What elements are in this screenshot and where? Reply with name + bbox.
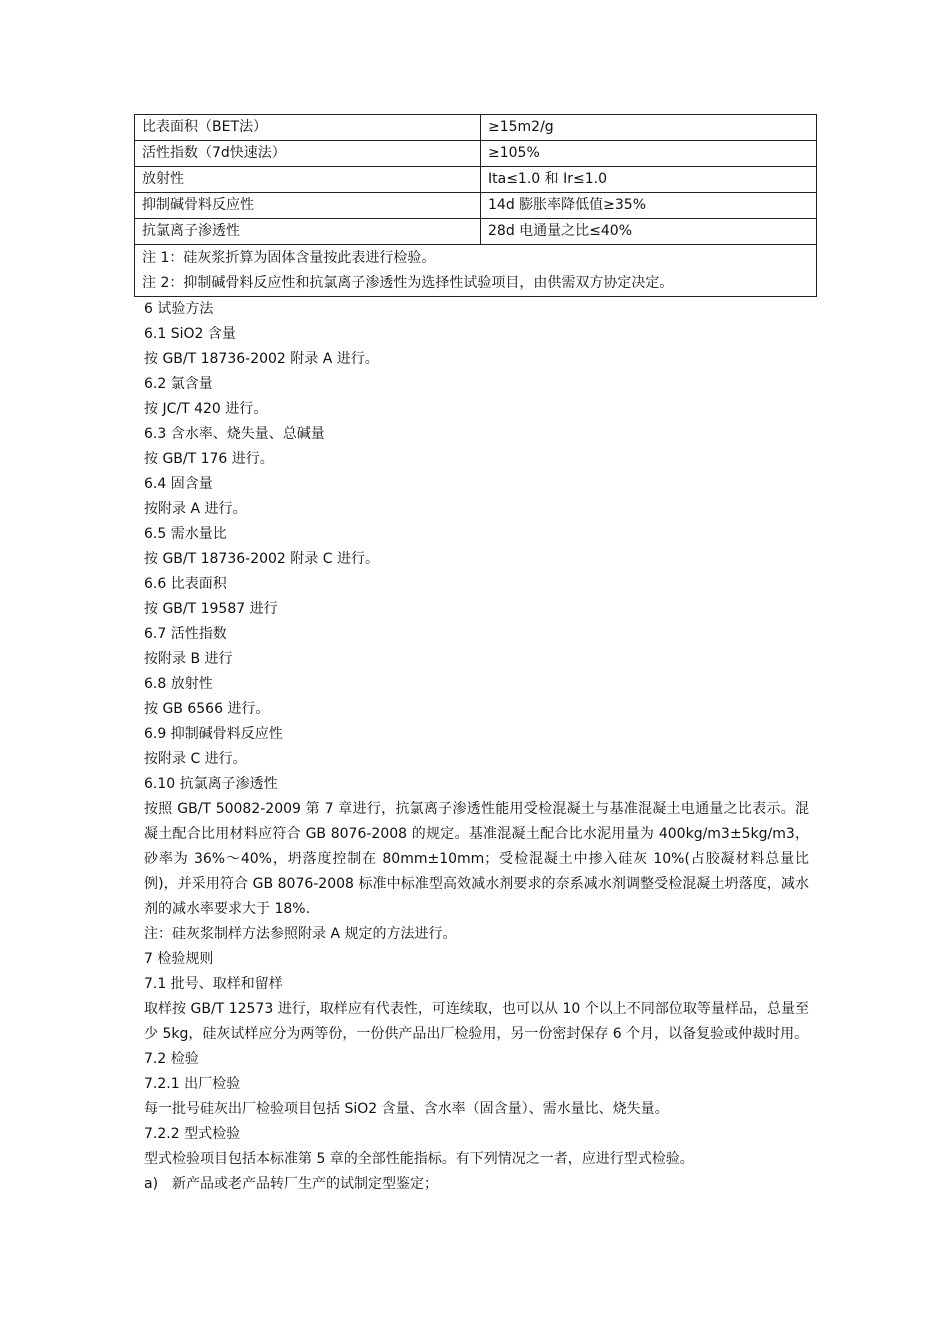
table-row xyxy=(135,193,817,219)
paragraph: 按 GB/T 19587 进行 xyxy=(144,601,278,617)
paragraph: 按附录 B 进行 xyxy=(144,651,233,667)
table-row xyxy=(135,219,817,245)
paragraph: 按照 GB/T 50082-2009 第 7 章进行，抗氯离子渗透性能用受检混凝土与基准混凝土电通量之比表示。混凝土配合比用材料应符合 GB 8076-2008 的规定。基准混凝土配合比水泥用量为 400kg/m3±5kg/m3，砂率为 36%～40%，坍落度控制在 80mm±10mm；受检混凝土中掺入硅灰 10%(占胶凝材料总量比例)，并采用符合 GB 8076-2008 标准中标准型高效减水剂要求的奈系减水剂调整受检混凝土坍落度，减水剂的减水率要求大于 18%. xyxy=(144,801,809,917)
paragraph: 每一批号硅灰出厂检验项目包括 SiO2 含量、含水率（固含量）、需水量比、烧失量。 xyxy=(144,1101,669,1117)
note-text: 注：硅灰浆制样方法参照附录 A 规定的方法进行。 xyxy=(144,926,457,942)
paragraph: 按 JC/T 420 进行。 xyxy=(144,401,268,417)
table-cell-item: 活性指数（7d快速法） xyxy=(135,141,481,167)
subsection-heading: 6.5 需水量比 xyxy=(144,526,227,542)
section-heading: 6 试验方法 xyxy=(144,301,214,317)
table-cell-item: 比表面积（BET法） xyxy=(135,115,481,141)
subsection-heading: 6.8 放射性 xyxy=(144,676,213,692)
subsection-heading: 7.2 检验 xyxy=(144,1051,199,1067)
document-body xyxy=(144,297,809,1197)
subsection-heading: 6.4 固含量 xyxy=(144,476,213,492)
table-cell-value: Ita≤1.0 和 Ir≤1.0 xyxy=(481,167,817,193)
document-page xyxy=(134,114,818,1197)
table-cell-value: 14d 膨胀率降低值≥35% xyxy=(481,193,817,219)
table-cell-value: 28d 电通量之比≤40% xyxy=(481,219,817,245)
subsection-heading: 7.2.2 型式检验 xyxy=(144,1126,241,1142)
table-cell-item: 放射性 xyxy=(135,167,481,193)
list-item xyxy=(144,1172,809,1197)
paragraph: 取样按 GB/T 12573 进行，取样应有代表性，可连续取，也可以从 10 个以上不同部位取等量样品，总量至少 5kg，硅灰试样应分为两等份，一份供产品出厂检验用，另一份密封保存 6 个月，以备复验或仲裁时用。 xyxy=(144,1001,809,1042)
table-notes-cell xyxy=(135,245,817,297)
table-row xyxy=(135,115,817,141)
subsection-heading: 7.2.1 出厂检验 xyxy=(144,1076,241,1092)
subsection-heading: 6.1 SiO2 含量 xyxy=(144,326,236,342)
table-row xyxy=(135,167,817,193)
section-heading: 7 检验规则 xyxy=(144,951,214,967)
list-marker: a) xyxy=(144,1176,159,1192)
subsection-heading: 6.6 比表面积 xyxy=(144,576,227,592)
subsection-heading: 7.1 批号、取样和留样 xyxy=(144,976,283,992)
table-cell-item: 抑制碱骨料反应性 xyxy=(135,193,481,219)
subsection-heading: 6.9 抑制碱骨料反应性 xyxy=(144,726,283,742)
paragraph: 按附录 C 进行。 xyxy=(144,751,247,767)
table-cell-value: ≥105% xyxy=(481,141,817,167)
subsection-heading: 6.2 氯含量 xyxy=(144,376,213,392)
table-note: 注 2：抑制碱骨料反应性和抗氯离子渗透性为选择性试验项目，由供需双方协定决定。 xyxy=(142,275,674,291)
subsection-heading: 6.7 活性指数 xyxy=(144,626,227,642)
paragraph: 按 GB/T 176 进行。 xyxy=(144,451,274,467)
subsection-heading: 6.10 抗氯离子渗透性 xyxy=(144,776,278,792)
table-cell-value: ≥15m2/g xyxy=(481,115,817,141)
list-item-text: 新产品或老产品转厂生产的试制定型鉴定； xyxy=(172,1176,438,1192)
table-row xyxy=(135,141,817,167)
paragraph: 按 GB 6566 进行。 xyxy=(144,701,270,717)
table-notes-row xyxy=(135,245,817,297)
table-note: 注 1：硅灰浆折算为固体含量按此表进行检验。 xyxy=(142,250,436,266)
paragraph: 按 GB/T 18736-2002 附录 A 进行。 xyxy=(144,351,379,367)
paragraph: 型式检验项目包括本标准第 5 章的全部性能指标。有下列情况之一者，应进行型式检验。 xyxy=(144,1151,694,1167)
subsection-heading: 6.3 含水率、烧失量、总碱量 xyxy=(144,426,325,442)
table-cell-item: 抗氯离子渗透性 xyxy=(135,219,481,245)
paragraph: 按 GB/T 18736-2002 附录 C 进行。 xyxy=(144,551,379,567)
paragraph: 按附录 A 进行。 xyxy=(144,501,247,517)
spec-table xyxy=(134,114,817,297)
